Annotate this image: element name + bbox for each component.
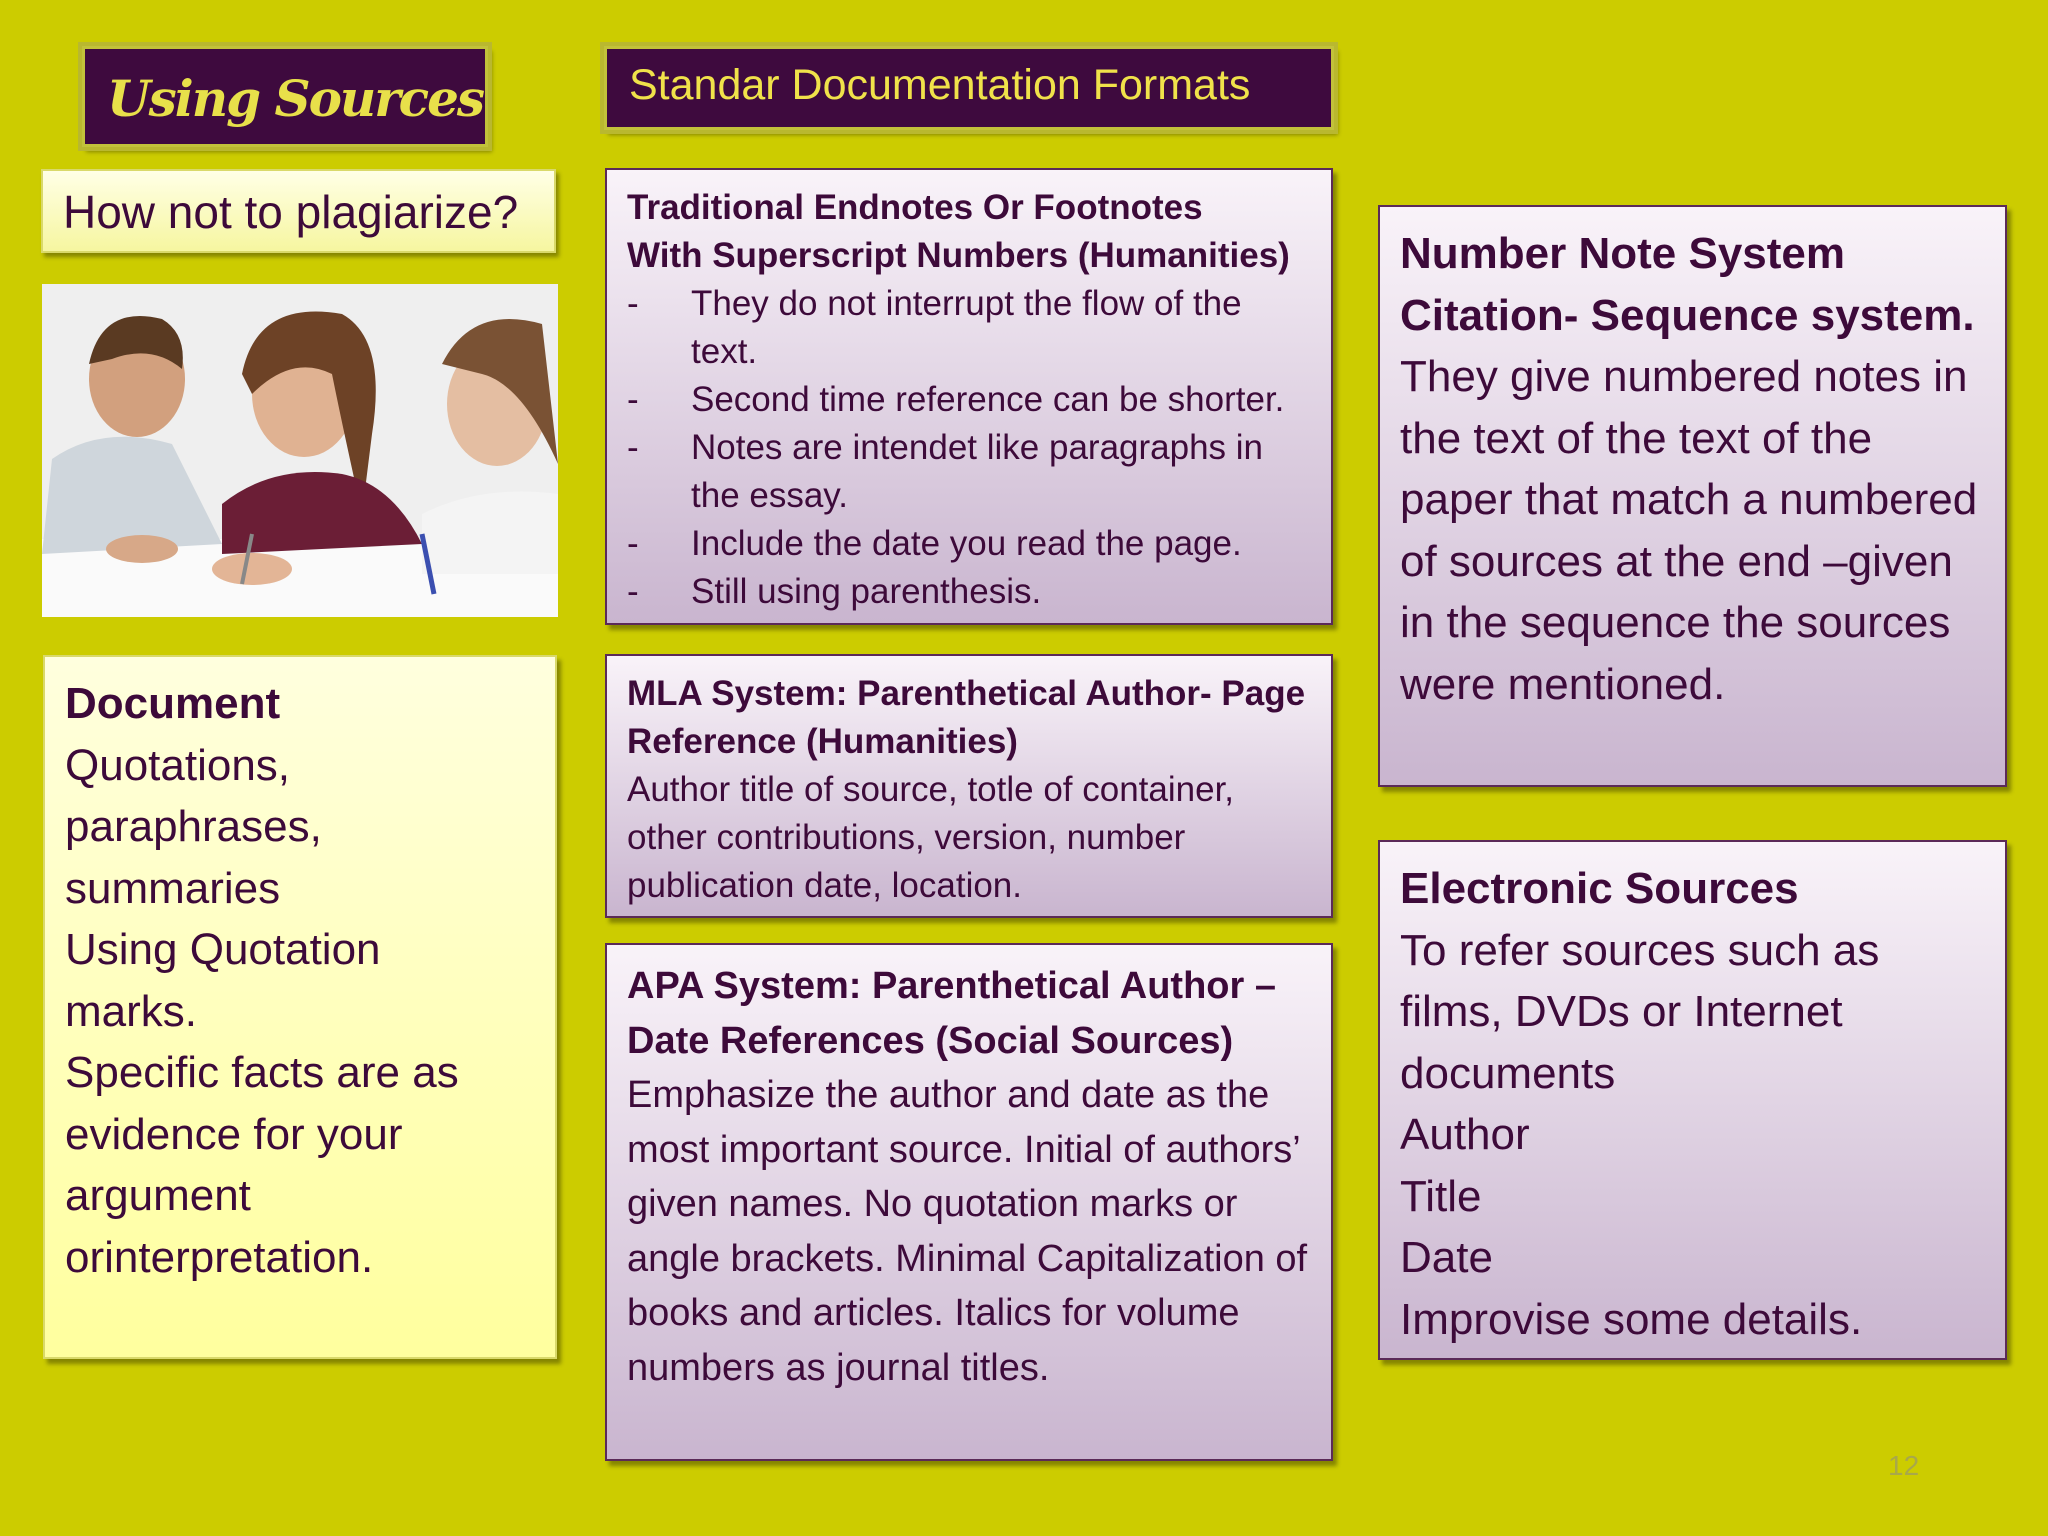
traditional-heading-2: With Superscript Numbers (Humanities) — [627, 236, 1290, 275]
list-item: - Second time reference can be shorter. — [627, 376, 1311, 424]
list-item: - Include the date you read the page. — [627, 520, 1311, 568]
number-note-body: They give numbered notes in the text of the text of the paper that match a numbered of sources at the end –given in the sequence the sources were mentioned. — [1400, 352, 1978, 709]
mla-system-box — [605, 654, 1333, 918]
list-item: - Still using parenthesis. — [627, 568, 1311, 616]
electronic-line: documents — [1400, 1048, 1616, 1098]
slide-title-text: Using Sources — [107, 69, 484, 128]
document-line: paraphrases, — [65, 802, 322, 851]
apa-heading: APA System: Parenthetical Author – Date References (Social Sources) — [627, 965, 1276, 1062]
apa-system-box — [605, 943, 1333, 1461]
students-illustration — [42, 284, 558, 617]
number-note-box — [1378, 205, 2007, 787]
document-line: argument — [65, 1171, 251, 1220]
electronic-line: To refer sources such as — [1400, 925, 1880, 975]
formats-heading-text: Standar Documentation Formats — [629, 61, 1251, 109]
document-heading: Document — [65, 679, 281, 728]
list-item: - They do not interrupt the flow of the text. — [627, 280, 1311, 376]
document-line: orinterpretation. — [65, 1232, 374, 1282]
mla-heading: MLA System: Parenthetical Author- Page Reference (Humanities) — [627, 674, 1306, 761]
traditional-list — [627, 280, 1311, 616]
document-box — [43, 655, 557, 1359]
electronic-line: Title — [1400, 1171, 1482, 1221]
document-line: Specific facts are as — [65, 1048, 459, 1097]
electronic-heading: Electronic Sources — [1400, 864, 1799, 913]
question-box — [41, 169, 556, 253]
electronic-line: films, DVDs or Internet — [1400, 987, 1843, 1036]
page-number: 12 — [1888, 1450, 1920, 1481]
number-note-heading: Number Note System Citation- Sequence system. — [1400, 229, 1975, 340]
apa-body: Emphasize the author and date as the most important source. Initial of authors’ given names. No quotation marks or angle brackets. Minimal Capitalization of books and articles. Italics for volume numbers as journal titles. — [627, 1074, 1308, 1389]
document-line: Using Quotation — [65, 925, 381, 974]
electronic-line: Author — [1400, 1110, 1530, 1159]
students-photo — [42, 284, 558, 617]
document-line: summaries — [65, 863, 281, 913]
electronic-line: Improvise some details. — [1400, 1294, 1863, 1344]
document-line: Quotations, — [65, 740, 291, 790]
list-item: - Notes are intendet like paragraphs in the essay. — [627, 424, 1311, 520]
document-line: marks. — [65, 986, 197, 1036]
slide-title — [82, 46, 488, 147]
question-text: How not to plagiarize? — [63, 186, 519, 238]
document-line: evidence for your — [65, 1109, 403, 1159]
electronic-sources-box — [1378, 840, 2007, 1360]
traditional-notes-box — [605, 168, 1333, 625]
mla-body: Author title of source, totle of container, other contributions, version, number publication date, location. — [627, 770, 1235, 905]
electronic-line: Date — [1400, 1233, 1493, 1282]
formats-heading — [604, 46, 1334, 130]
traditional-heading-1: Traditional Endnotes Or Footnotes — [627, 188, 1203, 227]
